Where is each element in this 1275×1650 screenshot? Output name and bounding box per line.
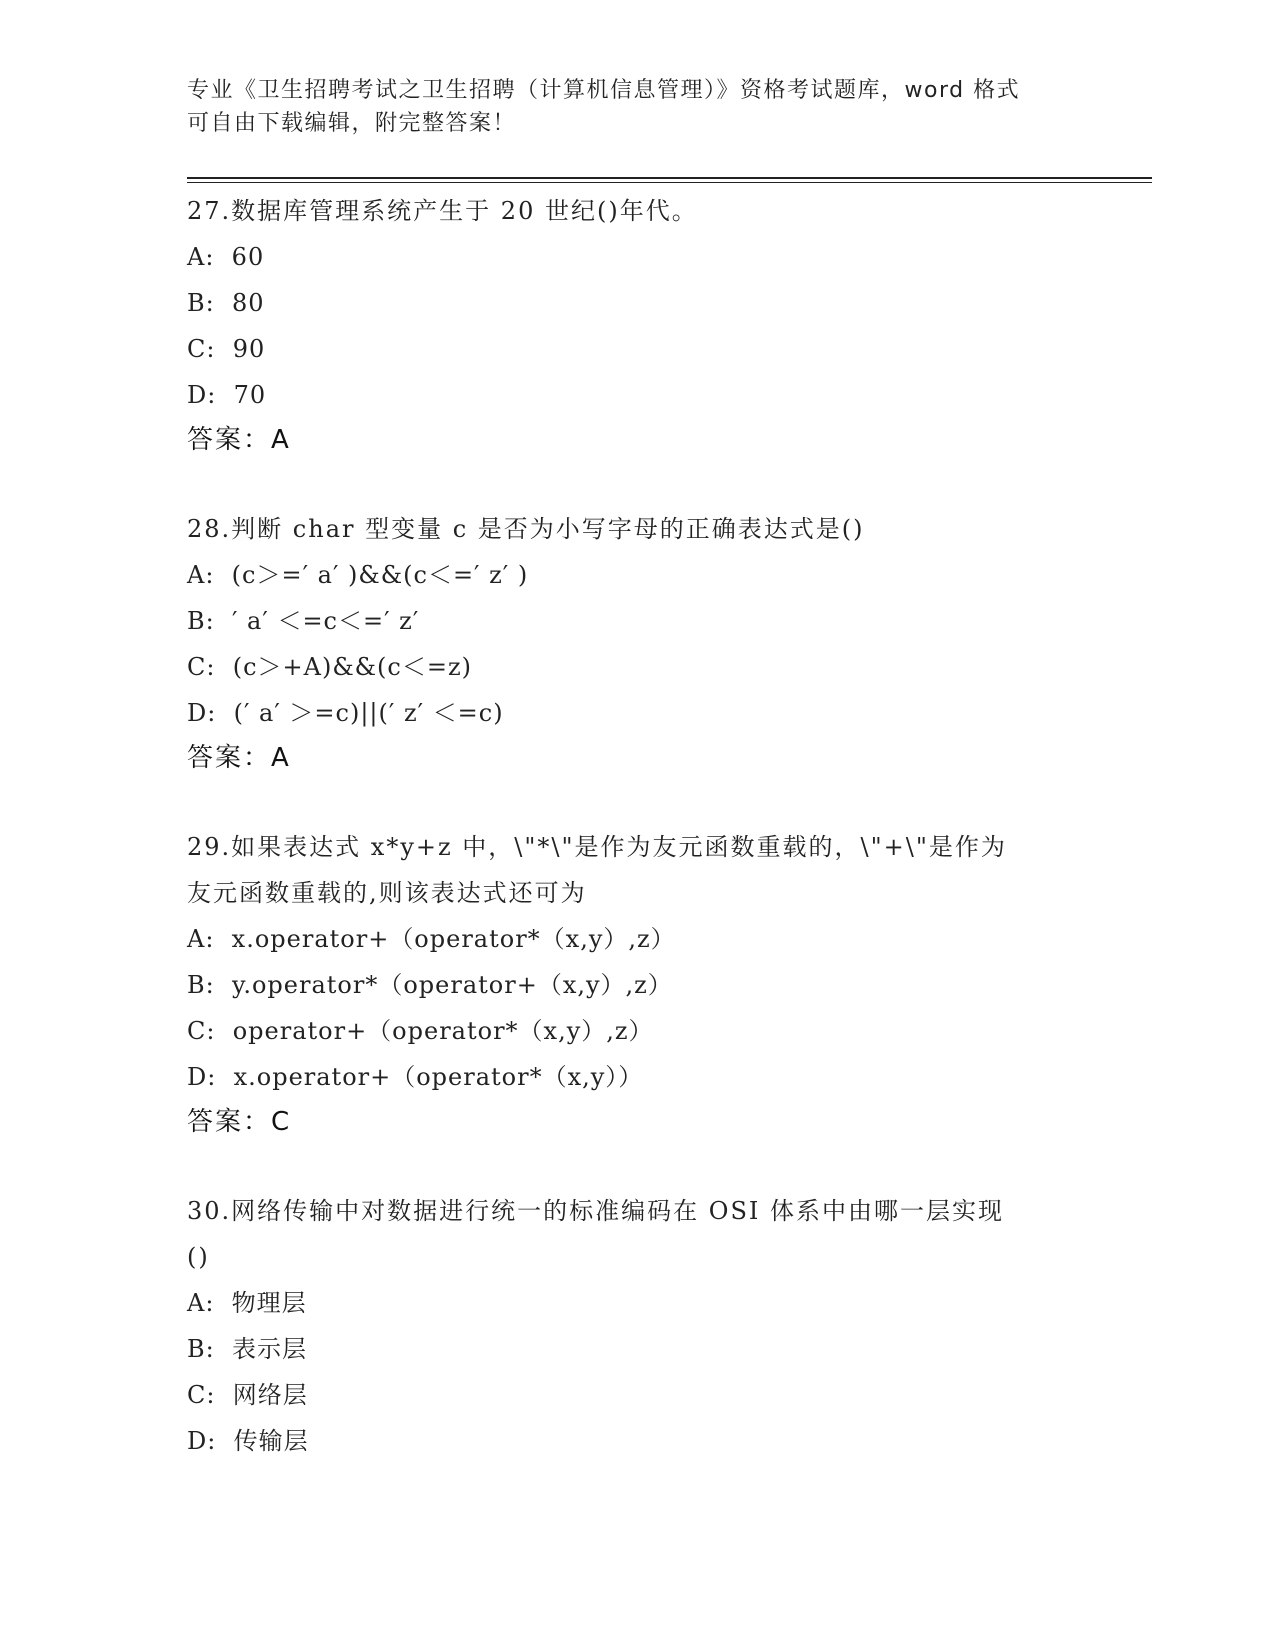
header-divider-thick	[187, 177, 1152, 179]
question-30	[187, 1188, 1087, 1464]
question-29	[187, 824, 1087, 1144]
option-a: A: (c＞=′ a′ )&&(c＜=′ z′ )	[187, 561, 529, 589]
option-d: D: 70	[187, 381, 267, 409]
question-list	[187, 188, 1087, 1508]
option-a: A: 60	[187, 243, 265, 271]
option-d: D: (′ a′ ＞=c)||(′ z′ ＜=c)	[187, 699, 504, 727]
question-text: 28.判断 char 型变量 c 是否为小写字母的正确表达式是()	[187, 515, 865, 543]
question-text-line-2: ()	[187, 1243, 210, 1271]
question-text-line-2: 友元函数重载的,则该表达式还可为	[187, 879, 587, 907]
option-c: C: operator+（operator*（x,y）,z）	[187, 1017, 654, 1045]
option-b: B: 80	[187, 289, 265, 317]
option-d: D: 传输层	[187, 1427, 309, 1455]
answer-line: 答案：C	[187, 1107, 292, 1137]
option-b: B: ′ a′ ＜=c＜=′ z′	[187, 607, 420, 635]
question-text-line-1: 29.如果表达式 x*y+z 中，\"*\"是作为友元函数重载的，\"+\"是作为	[187, 833, 1007, 861]
document-header	[187, 74, 1087, 140]
option-d: D: x.operator+（operator*（x,y））	[187, 1063, 644, 1091]
option-b: B: 表示层	[187, 1335, 307, 1363]
option-c: C: 90	[187, 335, 266, 363]
question-27	[187, 188, 1087, 462]
option-a: A: x.operator+（operator*（x,y）,z）	[187, 925, 676, 953]
question-28	[187, 506, 1087, 780]
answer-line: 答案：A	[187, 425, 291, 455]
answer-line: 答案：A	[187, 743, 291, 773]
option-c: C: 网络层	[187, 1381, 308, 1409]
option-b: B: y.operator*（operator+（x,y）,z）	[187, 971, 673, 999]
option-a: A: 物理层	[187, 1289, 307, 1317]
header-line-2: 可自由下载编辑，附完整答案！	[187, 111, 517, 136]
header-divider-thin	[187, 182, 1152, 183]
header-line-1: 专业《卫生招聘考试之卫生招聘（计算机信息管理）》资格考试题库，word 格式	[187, 78, 1021, 103]
question-text: 27.数据库管理系统产生于 20 世纪()年代。	[187, 197, 698, 225]
option-c: C: (c＞+A)&&(c＜=z)	[187, 653, 472, 681]
question-text-line-1: 30.网络传输中对数据进行统一的标准编码在 OSI 体系中由哪一层实现	[187, 1197, 1005, 1225]
